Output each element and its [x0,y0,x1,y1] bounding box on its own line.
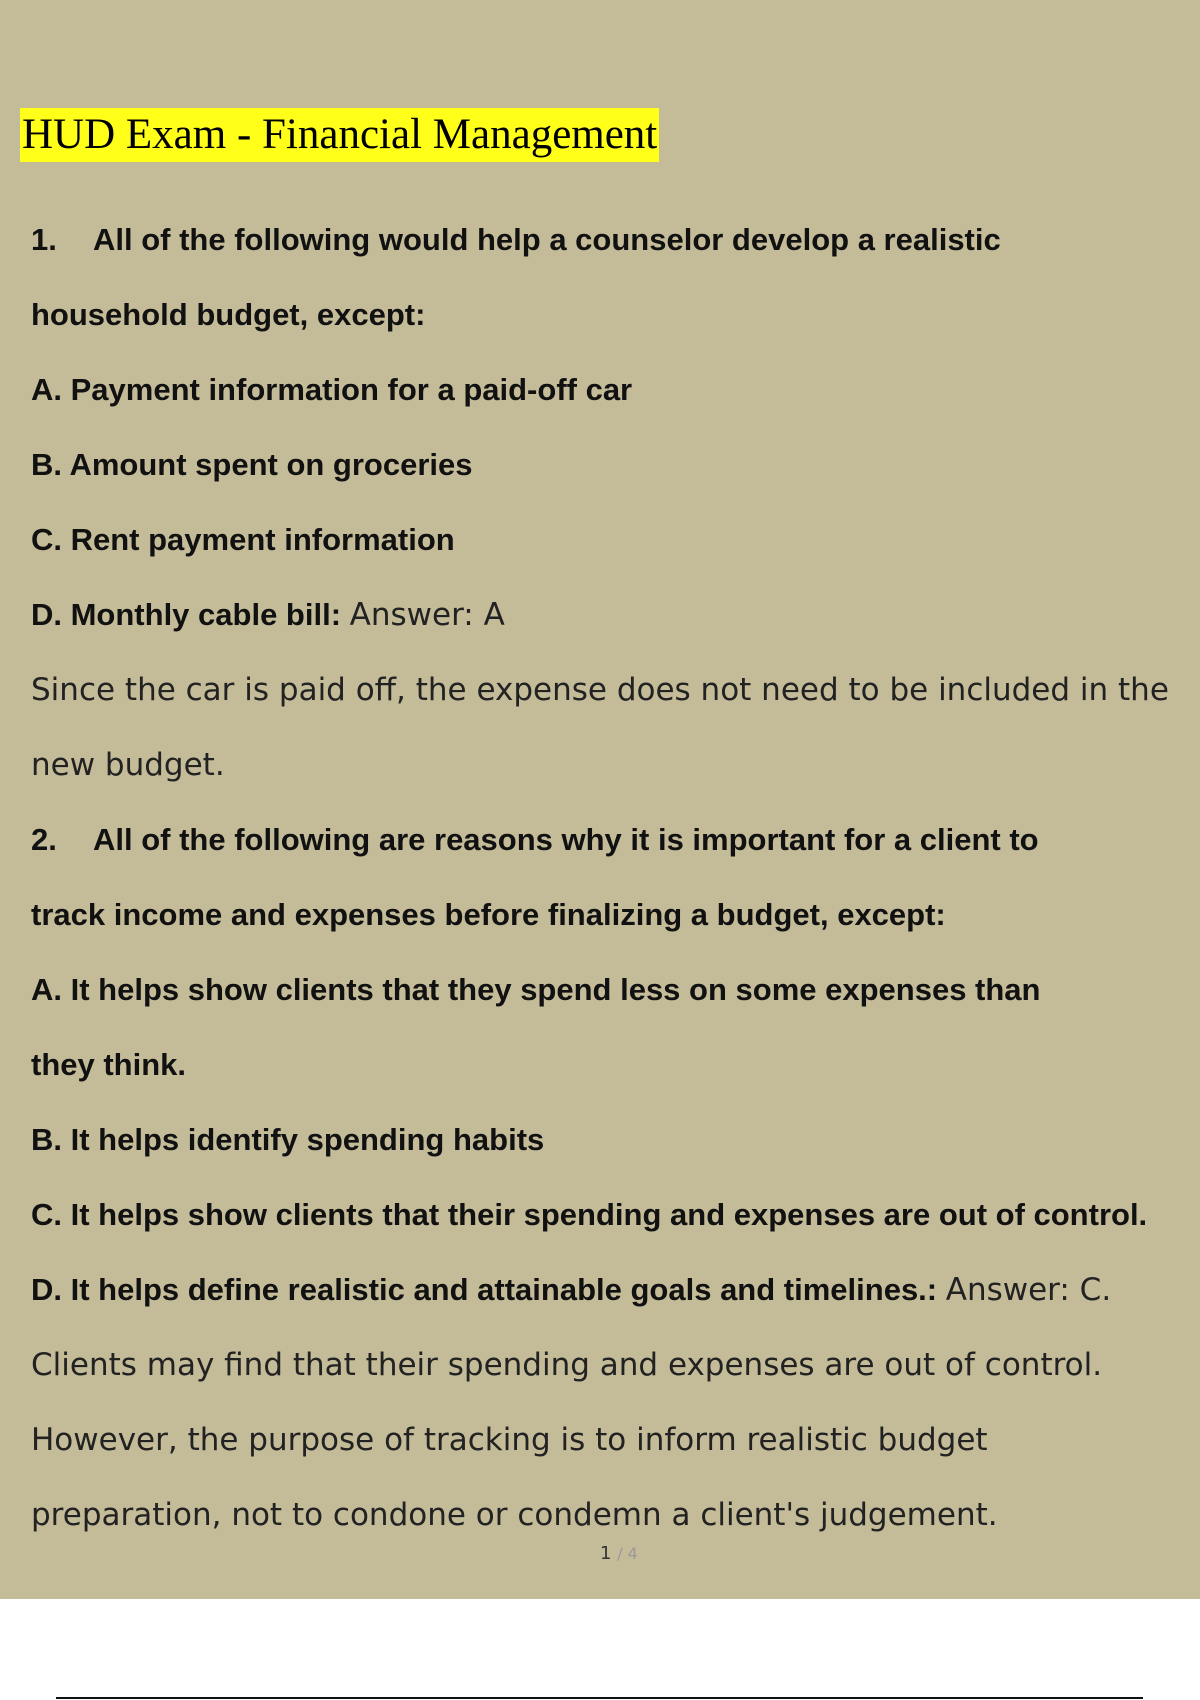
question-2-explanation-line-3: preparation, not to condone or condemn a client's judgement. [31,1497,998,1533]
question-2-option-a-line-1: A. It helps show clients that they spend less on some expenses than [31,972,1041,1007]
question-1-option-b: B. Amount spent on groceries [31,447,473,482]
question-2-option-d-text: D. It helps define realistic and attainable goals and timelines.: [31,1272,938,1307]
question-1-explanation-line-2: new budget. [31,747,225,783]
question-1-option-d-text: D. Monthly cable bill: [31,597,342,632]
question-1-stem-text: All of the following would help a counselor develop a realistic [93,222,1001,257]
page-current: 1 [600,1543,612,1564]
question-2-number: 2. [31,822,57,857]
question-1-stem-line-1 [31,220,1001,260]
question-1-answer: Answer: A [349,597,505,633]
question-2-option-d [31,1270,1111,1310]
question-1-stem-line-2: household budget, except: [31,297,426,332]
question-2-answer: Answer: C. [945,1272,1112,1308]
question-2-option-a-line-2: they think. [31,1047,187,1082]
question-1-explanation-line-1: Since the car is paid off, the expense does not need to be included in the [31,672,1169,708]
page-divider [56,1697,1143,1699]
question-2-explanation-line-1: Clients may find that their spending and expenses are out of control. [31,1347,1103,1383]
question-1-option-c: C. Rent payment information [31,522,455,557]
question-1-number: 1. [31,222,57,257]
question-1-option-a: A. Payment information for a paid-off car [31,372,633,407]
page-indicator [600,1543,638,1564]
question-1-option-d [31,595,505,635]
question-2-stem-text: All of the following are reasons why it is important for a client to [93,822,1039,857]
question-2-option-c: C. It helps show clients that their spending and expenses are out of control. [31,1197,1148,1232]
question-2-stem-line-1 [31,820,1039,860]
page-total: / 4 [617,1544,638,1563]
question-2-option-b: B. It helps identify spending habits [31,1122,545,1157]
question-2-explanation-line-2: However, the purpose of tracking is to inform realistic budget [31,1422,988,1458]
document-title: HUD Exam - Financial Management [20,108,659,162]
question-2-stem-line-2: track income and expenses before finalizing a budget, except: [31,897,946,932]
